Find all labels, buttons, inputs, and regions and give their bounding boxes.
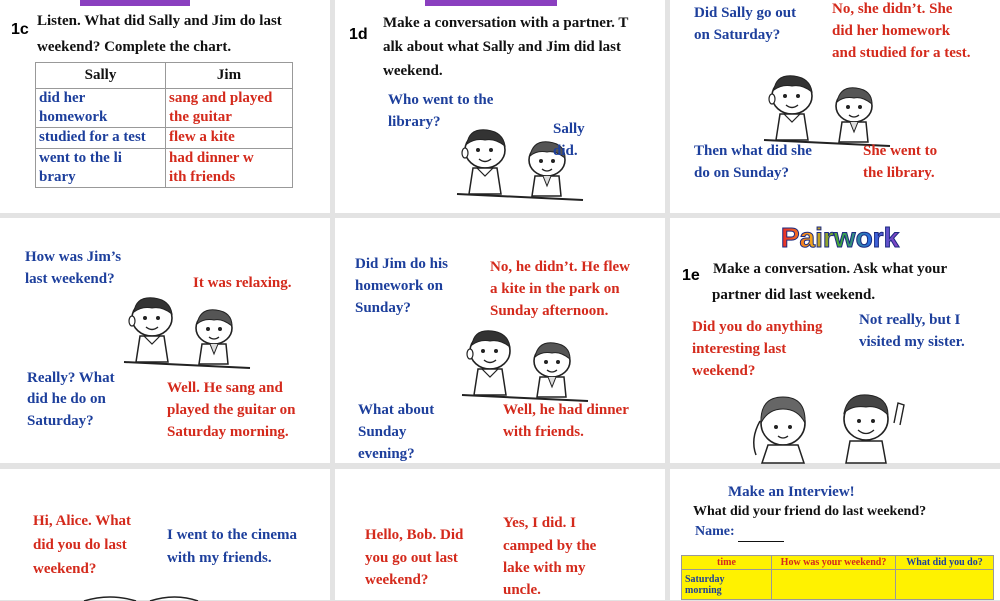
girl-boy-illustration <box>748 383 913 463</box>
instruction-line-2: partner did last weekend. <box>712 287 876 303</box>
answer-1-line-3: Sunday afternoon. <box>490 303 609 319</box>
chart-row <box>36 148 293 187</box>
question-line-2: did you do last <box>33 537 127 553</box>
sally-jim-chart <box>35 62 293 188</box>
answer-1-line-2: did her homework <box>832 23 951 39</box>
answer-line-2: camped by the <box>503 538 597 554</box>
instruction-line-1: Make a conversation. Ask what your <box>713 261 948 277</box>
name-blank[interactable] <box>738 528 784 542</box>
question-2-line-1: Then what did she <box>694 143 812 159</box>
exercise-number: 1e <box>682 267 700 284</box>
chart-row <box>36 128 293 148</box>
header-how-was: How was your weekend? <box>772 556 896 570</box>
chart-header-jim: Jim <box>166 63 293 89</box>
answer-line-2: visited my sister. <box>859 334 965 350</box>
svg-text:Pairwork: Pairwork <box>780 222 900 253</box>
question-2-line-1: What about <box>358 402 435 418</box>
name-label-row <box>695 523 784 542</box>
answer-line-2: with my friends. <box>167 550 272 566</box>
question-1-line-1: How was Jim’s <box>25 249 122 265</box>
answer-2-line-2: played the guitar on <box>167 402 296 418</box>
question-line-1: Hello, Bob. Did <box>365 527 464 543</box>
question-line-3: weekend? <box>365 572 429 588</box>
instruction-line-1: Listen. What did Sally and Jim do last <box>37 13 282 29</box>
panel-jim-weekend <box>0 218 330 463</box>
interview-table <box>681 555 994 600</box>
chart-cell-jim: had dinner w ith friends <box>166 148 293 187</box>
cell-what-did-saturday-morning[interactable] <box>896 570 994 600</box>
question-line-3: weekend? <box>33 561 97 577</box>
panel-interview <box>670 469 1000 600</box>
question-2-line-2: do on Sunday? <box>694 165 790 181</box>
kids-illustration <box>762 66 897 151</box>
answer-2-line-2: with friends. <box>503 424 584 440</box>
pairwork-title <box>770 220 910 254</box>
instruction-line-2: alk about what Sally and Jim did last <box>383 39 621 55</box>
exercise-number: 1d <box>349 26 368 43</box>
chart-cell-sally: went to the li brary <box>36 148 166 187</box>
question-1-line-1: Did Jim do his <box>355 256 448 272</box>
answer-2-line-1: Well. He sang and <box>167 380 283 396</box>
answer-1-line-1: No, he didn’t. He flew <box>490 259 630 275</box>
answer-2-line-3: Saturday morning. <box>167 424 289 440</box>
answer-line-1: I went to the cinema <box>167 527 297 543</box>
header-what-did: What did you do? <box>896 556 994 570</box>
answer-1-line-1: No, she didn’t. She <box>832 1 953 17</box>
answer-2-line-1: She went to <box>863 143 938 159</box>
panel-1c <box>0 0 330 213</box>
answer-1: It was relaxing. <box>193 275 292 291</box>
panel-sally-dialogue <box>670 0 1000 213</box>
answer-line-1: Yes, I did. I <box>503 515 576 531</box>
answer-line-3: lake with my <box>503 560 586 576</box>
question-line-1: Did you do anything <box>692 319 823 335</box>
question-1-line-2: homework on <box>355 278 443 294</box>
panel-bob-dialogue <box>335 469 665 600</box>
question-1-line-3: Sunday? <box>355 300 411 316</box>
interview-question: What did your friend do last weekend? <box>693 504 927 519</box>
chart-row <box>36 89 293 128</box>
header-time: time <box>682 556 772 570</box>
answer-1-line-3: and studied for a test. <box>832 45 971 61</box>
question-1-line-1: Did Sally go out <box>694 5 797 21</box>
question-line-2: interesting last <box>692 341 787 357</box>
question-line-2: library? <box>388 114 441 130</box>
answer-line-1: Not really, but I <box>859 312 961 328</box>
chart-cell-sally: studied for a test <box>36 128 166 148</box>
answer-line-2: did. <box>553 143 578 159</box>
interview-title: Make an Interview! <box>728 484 855 500</box>
question-line-1: Hi, Alice. What <box>33 513 132 529</box>
answer-line-1: Sally <box>553 121 585 137</box>
chart-cell-jim: flew a kite <box>166 128 293 148</box>
question-2-line-2: did he do on <box>27 391 106 407</box>
question-1-line-2: last weekend? <box>25 271 115 287</box>
instruction-line-2: weekend? Complete the chart. <box>37 39 232 55</box>
answer-2-line-2: the library. <box>863 165 935 181</box>
question-line-3: weekend? <box>692 363 756 379</box>
cropped-illustration <box>80 593 200 601</box>
chart-cell-jim: sang and played the guitar <box>166 89 293 128</box>
panel-jim-sunday <box>335 218 665 463</box>
question-2-line-2: Sunday <box>358 424 407 440</box>
question-2-line-1: Really? What <box>27 370 115 386</box>
chart-header-sally: Sally <box>36 63 166 89</box>
row-saturday-morning: Saturday morning <box>682 570 772 600</box>
question-2-line-3: Saturday? <box>27 413 94 429</box>
kids-illustration <box>122 288 257 373</box>
panel-1d <box>335 0 665 213</box>
answer-1-line-2: a kite in the park on <box>490 281 620 297</box>
exercise-number: 1c <box>11 21 29 38</box>
panel-1e-pairwork <box>670 218 1000 463</box>
answer-line-4: uncle. <box>503 582 541 598</box>
cropped-title-decoration <box>425 0 557 12</box>
cell-how-was-saturday-morning[interactable] <box>772 570 896 600</box>
question-1-line-2: on Saturday? <box>694 27 781 43</box>
instruction-line-3: weekend. <box>383 63 443 79</box>
question-line-2: you go out last <box>365 550 458 566</box>
name-label: Name: <box>695 524 735 539</box>
panel-alice-dialogue <box>0 469 330 600</box>
question-2-line-3: evening? <box>358 446 415 462</box>
answer-2-line-1: Well, he had dinner <box>503 402 629 418</box>
chart-cell-sally: did her homework <box>36 89 166 128</box>
question-line-1: Who went to the <box>388 92 494 108</box>
instruction-line-1: Make a conversation with a partner. T <box>383 15 629 31</box>
kids-illustration <box>460 321 595 406</box>
